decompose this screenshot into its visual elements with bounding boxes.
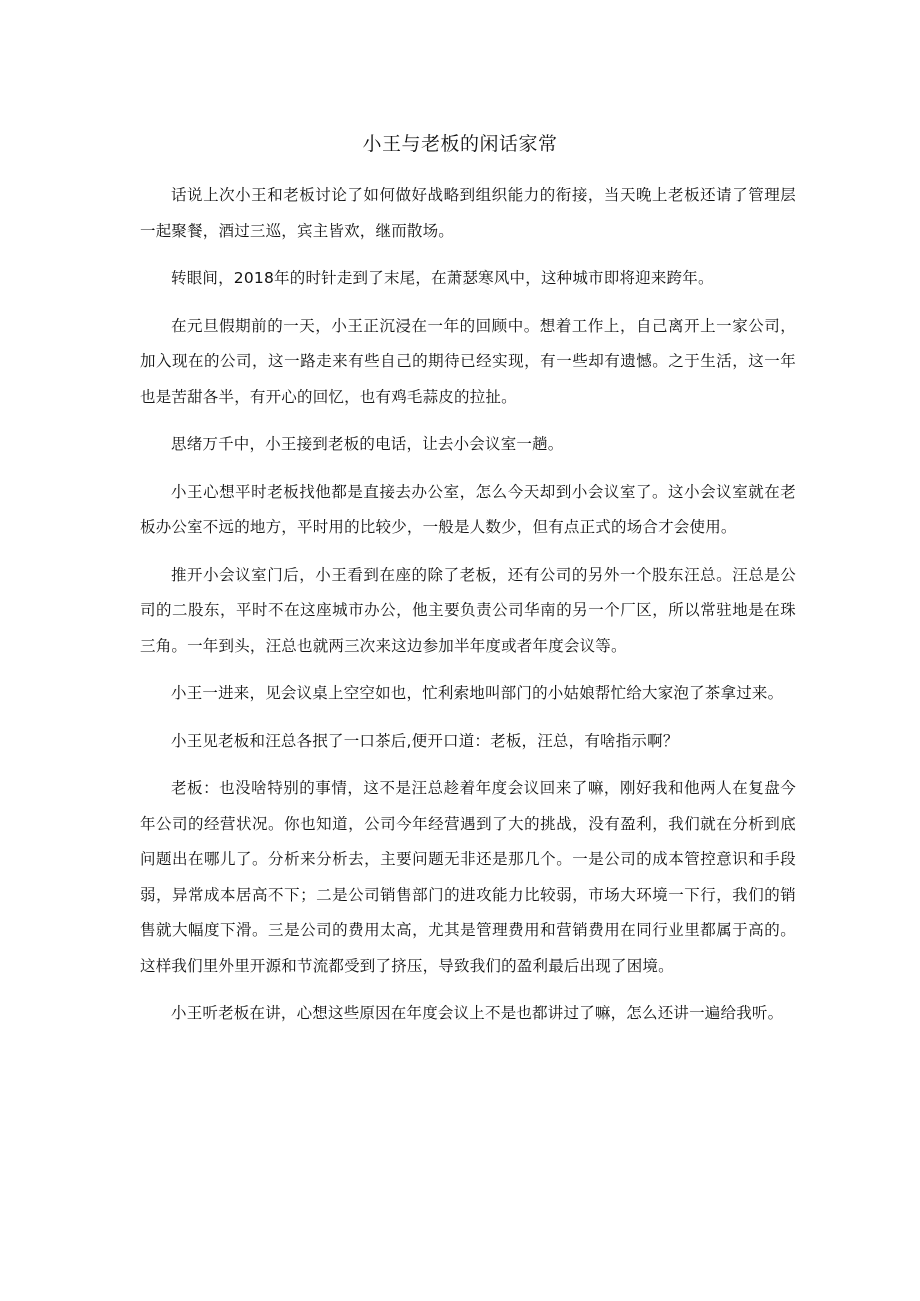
paragraph: 小王心想平时老板找他都是直接去办公室，怎么今天却到小会议室了。这小会议室就在老板办公室不远的地方，平时用的比较少，一般是人数少，但有点正式的场合才会使用。 <box>140 482 796 536</box>
document-body <box>140 178 796 1044</box>
paragraph: 小王见老板和汪总各抿了一口茶后,便开口道：老板，汪总，有啥指示啊？ <box>171 731 679 750</box>
paragraph: 小王听老板在讲，心想这些原因在年度会议上不是也都讲过了嘛，怎么还讲一遍给我听。 <box>171 1004 784 1022</box>
paragraph: 话说上次小王和老板讨论了如何做好战略到组织能力的衔接，当天晚上老板还请了管理层一起聚餐，酒过三巡，宾主皆欢，继而散场。 <box>140 186 796 240</box>
document-title: 小王与老板的闲话家常 <box>362 133 558 155</box>
paragraph: 老板：也没啥特别的事情，这不是汪总趁着年度会议回来了嘛，刚好我和他两人在复盘今年公司的经营状况。你也知道，公司今年经营遇到了大的挑战，没有盈利，我们就在分析到底问题出在哪儿了。分析来分析去，主要问题无非还是那几个。一是公司的成本管控意识和手段弱，异常成本居高不下；二是公司销售部门的进攻能力比较弱，市场大环境一下行，我们的销售就大幅度下滑。三是公司的费用太高，尤其是管理费用和营销费用在同行业里都属于高的。这样我们里外里开源和节流都受到了挤压，导致我们的盈利最后出现了困境。 <box>140 779 796 975</box>
paragraph: 小王一进来，见会议桌上空空如也，忙利索地叫部门的小姑娘帮忙给大家泡了茶拿过来。 <box>171 684 784 702</box>
paragraph: 在元旦假期前的一天，小王正沉浸在一年的回顾中。想着工作上，自己离开上一家公司，加入现在的公司，这一路走来有些自己的期待已经实现，有一些却有遗憾。之于生活，这一年也是苦甜各半，有开心的回忆，也有鸡毛蒜皮的拉扯。 <box>140 316 796 406</box>
paragraph: 转眼间，2018年的时针走到了末尾，在萧瑟寒风中，这种城市即将迎来跨年。 <box>171 269 714 287</box>
paragraph: 思绪万千中，小王接到老板的电话，让去小会议室一趟。 <box>171 435 564 453</box>
paragraph: 推开小会议室门后，小王看到在座的除了老板，还有公司的另外一个股东汪总。汪总是公司的二股东，平时不在这座城市办公，他主要负责公司华南的另一个厂区，所以常驻地是在珠三角。一年到头，汪总也就两三次来这边参加半年度或者年度会议等。 <box>140 565 796 655</box>
